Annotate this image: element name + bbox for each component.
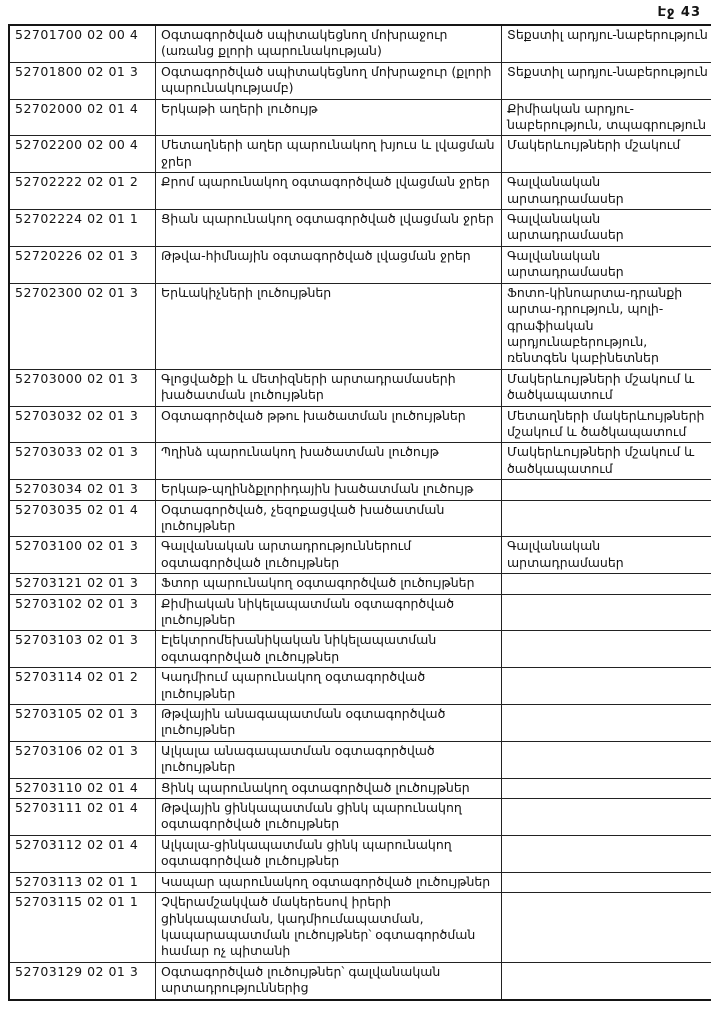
cell-description: Ցիան պարունակող օգտագործված լվացման ջրեր (156, 210, 502, 247)
cell-description: Օգտագործված լուծույթներ՝ գալվանական արտադրություններից (156, 962, 502, 999)
cell-source (502, 893, 711, 963)
table-row (9, 893, 711, 963)
table-row (9, 741, 711, 778)
cell-source: Գալվանական արտադրամասեր (502, 210, 711, 247)
cell-description: Գլոցվածքի և մետիզների արտադրամասերի խածատման լուծույթներ (156, 369, 502, 406)
cell-description: Ցինկ պարունակող օգտագործված լուծույթներ (156, 778, 502, 798)
cell-source: Մետաղների մակերևույթների մշակում և ծածկապատում (502, 406, 711, 443)
cell-source (502, 741, 711, 778)
cell-source (502, 668, 711, 705)
cell-description: Մետաղների աղեր պարունակող խյուս և լվացման ջրեր (156, 136, 502, 173)
waste-table-body (9, 25, 711, 1000)
table-row (9, 872, 711, 892)
table-row (9, 705, 711, 742)
cell-description: Գալվանական արտադրություններում օգտագործված լուծույթներ (156, 537, 502, 574)
cell-description: Օգտագործված թթու խածատման լուծույթներ (156, 406, 502, 443)
cell-code: 52703105 02 01 3 (9, 705, 156, 742)
cell-code: 52702224 02 01 1 (9, 210, 156, 247)
cell-source (502, 835, 711, 872)
cell-source: Մակերևույթների մշակում և ծածկապատում (502, 443, 711, 480)
table-row (9, 173, 711, 210)
table-row (9, 668, 711, 705)
table-row (9, 537, 711, 574)
cell-code: 52720226 02 01 3 (9, 246, 156, 283)
cell-code: 52703102 02 01 3 (9, 594, 156, 631)
table-row (9, 631, 711, 668)
page-number: Էջ 43 (657, 5, 701, 20)
cell-description: Երևակիչների լուծույթներ (156, 283, 502, 369)
cell-description: Թթվային ցինկապատման ցինկ պարունակող օգտագործված լուծույթներ (156, 799, 502, 836)
cell-description: Ֆտոր պարունակող օգտագործված լուծույթներ (156, 574, 502, 594)
cell-source: Գալվանական արտադրամասեր (502, 173, 711, 210)
table-row (9, 594, 711, 631)
cell-code: 52703103 02 01 3 (9, 631, 156, 668)
cell-code: 52703032 02 01 3 (9, 406, 156, 443)
table-row (9, 283, 711, 369)
cell-code: 52701800 02 01 3 (9, 62, 156, 99)
cell-description: Քրոմ պարունակող օգտագործված լվացման ջրեր (156, 173, 502, 210)
cell-source (502, 799, 711, 836)
table-row (9, 99, 711, 136)
cell-code: 52703000 02 01 3 (9, 369, 156, 406)
cell-source: Քիմիական արդյու-նաբերություն, տպագրություն (502, 99, 711, 136)
cell-description: Երկաթի աղերի լուծույթ (156, 99, 502, 136)
cell-description: Օգտագործված, չեզոքացված խածատման լուծույթներ (156, 500, 502, 537)
cell-code: 52702300 02 01 3 (9, 283, 156, 369)
cell-source (502, 594, 711, 631)
cell-description: Կադմիում պարունակող օգտագործված լուծույթներ (156, 668, 502, 705)
cell-code: 52703114 02 01 2 (9, 668, 156, 705)
table-row (9, 62, 711, 99)
cell-description: Չվերամշակված մակերեսով իրերի ցինկապատման, կադմիումապատման, կապարապատման լուծույթներ՝ օգտագործման համար ոչ պիտանի (156, 893, 502, 963)
cell-code: 52703121 02 01 3 (9, 574, 156, 594)
cell-description: Կապար պարունակող օգտագործված լուծույթներ (156, 872, 502, 892)
cell-description: Ալկալա-ցինկապատման ցինկ պարունակող օգտագործված լուծույթներ (156, 835, 502, 872)
cell-description: Թթվային անագապատման օգտագործված լուծույթներ (156, 705, 502, 742)
cell-code: 52702000 02 01 4 (9, 99, 156, 136)
cell-code: 52702222 02 01 2 (9, 173, 156, 210)
cell-source (502, 962, 711, 999)
cell-code: 52703112 02 01 4 (9, 835, 156, 872)
waste-classification-table (8, 24, 711, 1001)
cell-code: 52703035 02 01 4 (9, 500, 156, 537)
cell-description: Պղինձ պարունակող խածատման լուծույթ (156, 443, 502, 480)
cell-source (502, 872, 711, 892)
cell-description: Քիմիական նիկելապատման օգտագործված լուծույթներ (156, 594, 502, 631)
table-row (9, 480, 711, 500)
cell-source: Տեքստիլ արդյու-նաբերություն (502, 25, 711, 62)
cell-code: 52703034 02 01 3 (9, 480, 156, 500)
cell-code: 52703100 02 01 3 (9, 537, 156, 574)
cell-source: Ֆոտո-կինոարտա-դրանքի արտա-դրություն, պոլի-գրաֆիական արդյունաբերություն, ռենտգեն կաբինետներ (502, 283, 711, 369)
table-row (9, 369, 711, 406)
cell-code: 52702200 02 00 4 (9, 136, 156, 173)
table-row (9, 406, 711, 443)
cell-description: Օգտագործված սպիտակեցնող մոխրաջուր (առանց քլորի պարունակության) (156, 25, 502, 62)
table-row (9, 799, 711, 836)
cell-description: Երկաթ-պղինձքլորիդային խածատման լուծույթ (156, 480, 502, 500)
cell-source (502, 480, 711, 500)
table-row (9, 136, 711, 173)
cell-description: Օգտագործված սպիտակեցնող մոխրաջուր (քլորի պարունակությամբ) (156, 62, 502, 99)
cell-source (502, 574, 711, 594)
cell-source (502, 500, 711, 537)
cell-code: 52703106 02 01 3 (9, 741, 156, 778)
cell-code: 52703115 02 01 1 (9, 893, 156, 963)
table-row (9, 835, 711, 872)
cell-code: 52703111 02 01 4 (9, 799, 156, 836)
table-row (9, 246, 711, 283)
table-row (9, 574, 711, 594)
table-row (9, 962, 711, 999)
cell-code: 52703129 02 01 3 (9, 962, 156, 999)
table-row (9, 778, 711, 798)
cell-source: Մակերևույթների մշակում և ծածկապատում (502, 369, 711, 406)
cell-code: 52703110 02 01 4 (9, 778, 156, 798)
cell-description: Թթվա-հիմնային օգտագործված լվացման ջրեր (156, 246, 502, 283)
cell-source: Գալվանական արտադրամասեր (502, 246, 711, 283)
table-row (9, 443, 711, 480)
cell-source: Գալվանական արտադրամասեր (502, 537, 711, 574)
table-row (9, 500, 711, 537)
cell-code: 52703113 02 01 1 (9, 872, 156, 892)
table-row (9, 210, 711, 247)
cell-source: Մակերևույթների մշակում (502, 136, 711, 173)
cell-code: 52701700 02 00 4 (9, 25, 156, 62)
cell-code: 52703033 02 01 3 (9, 443, 156, 480)
cell-source: Տեքստիլ արդյու-նաբերություն (502, 62, 711, 99)
cell-source (502, 631, 711, 668)
table-row (9, 25, 711, 62)
cell-description: Էլեկտրոմեխանիկական նիկելապատման օգտագործված լուծույթներ (156, 631, 502, 668)
cell-source (502, 705, 711, 742)
cell-source (502, 778, 711, 798)
cell-description: Ալկալա անագապատման օգտագործված լուծույթներ (156, 741, 502, 778)
